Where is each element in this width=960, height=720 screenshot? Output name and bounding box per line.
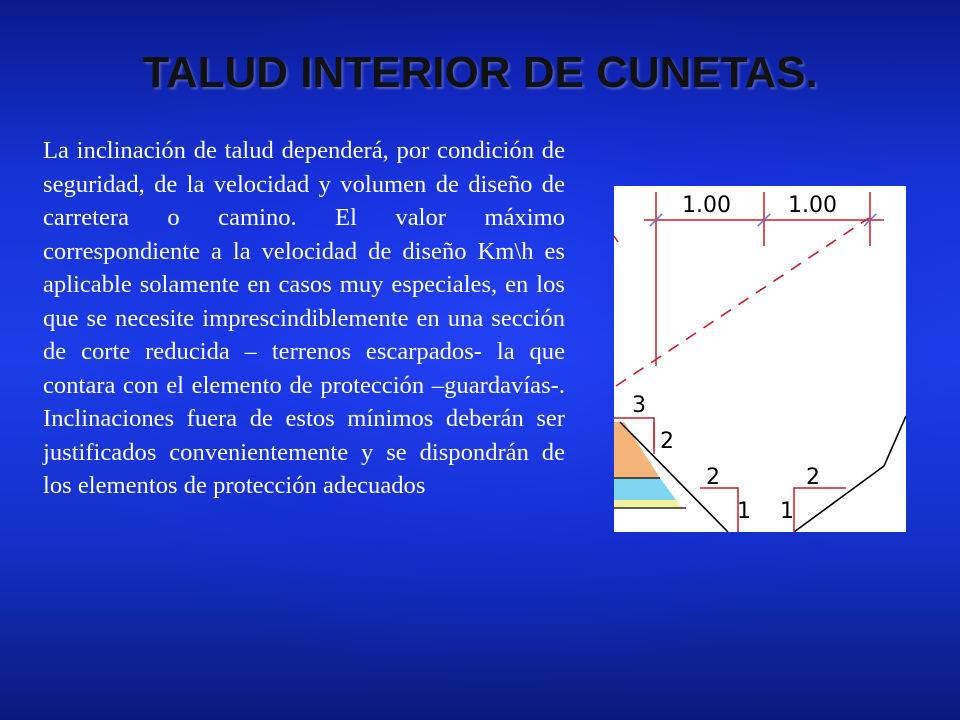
dimension-label-1: 1.00 — [682, 193, 731, 218]
body-paragraph: La inclinación de talud dependerá, por condición de seguridad, de la velocidad y volumen de diseño de carretera o camino. El valor máximo correspondiente a la velocidad de diseño Km\h es aplicable solamente en casos muy especiales, en los que se necesite imprescindiblemente en una sección de corte reducida – terrenos escarpados- la que contara con el elemento de protección –guardavías-. Inclinaciones fuera de estos mínimos deberán ser justificados convenientemente y se dispondrán de los elementos de protección adecuados — [43, 137, 565, 499]
slope-label-2-ditch-left: 2 — [706, 465, 720, 490]
left-edge-mark — [614, 236, 618, 242]
fill-yellow-layer — [614, 500, 682, 508]
slope-label-2-left: 2 — [660, 429, 674, 454]
slope-label-2-ditch-right: 2 — [806, 465, 820, 490]
dimension-label-2: 1.00 — [788, 193, 837, 218]
cross-section-svg — [614, 186, 906, 532]
cross-section-diagram — [614, 186, 906, 532]
slide-title: TALUD INTERIOR DE CUNETAS. — [142, 48, 818, 97]
dashed-slope-line — [616, 218, 869, 386]
slope-label-1-ditch-left: 1 — [737, 499, 751, 524]
fill-orange-layer — [614, 422, 660, 478]
slope-label-1-ditch-right: 1 — [780, 499, 794, 524]
fill-cyan-layer — [614, 478, 676, 500]
slope-label-3: 3 — [632, 393, 646, 418]
